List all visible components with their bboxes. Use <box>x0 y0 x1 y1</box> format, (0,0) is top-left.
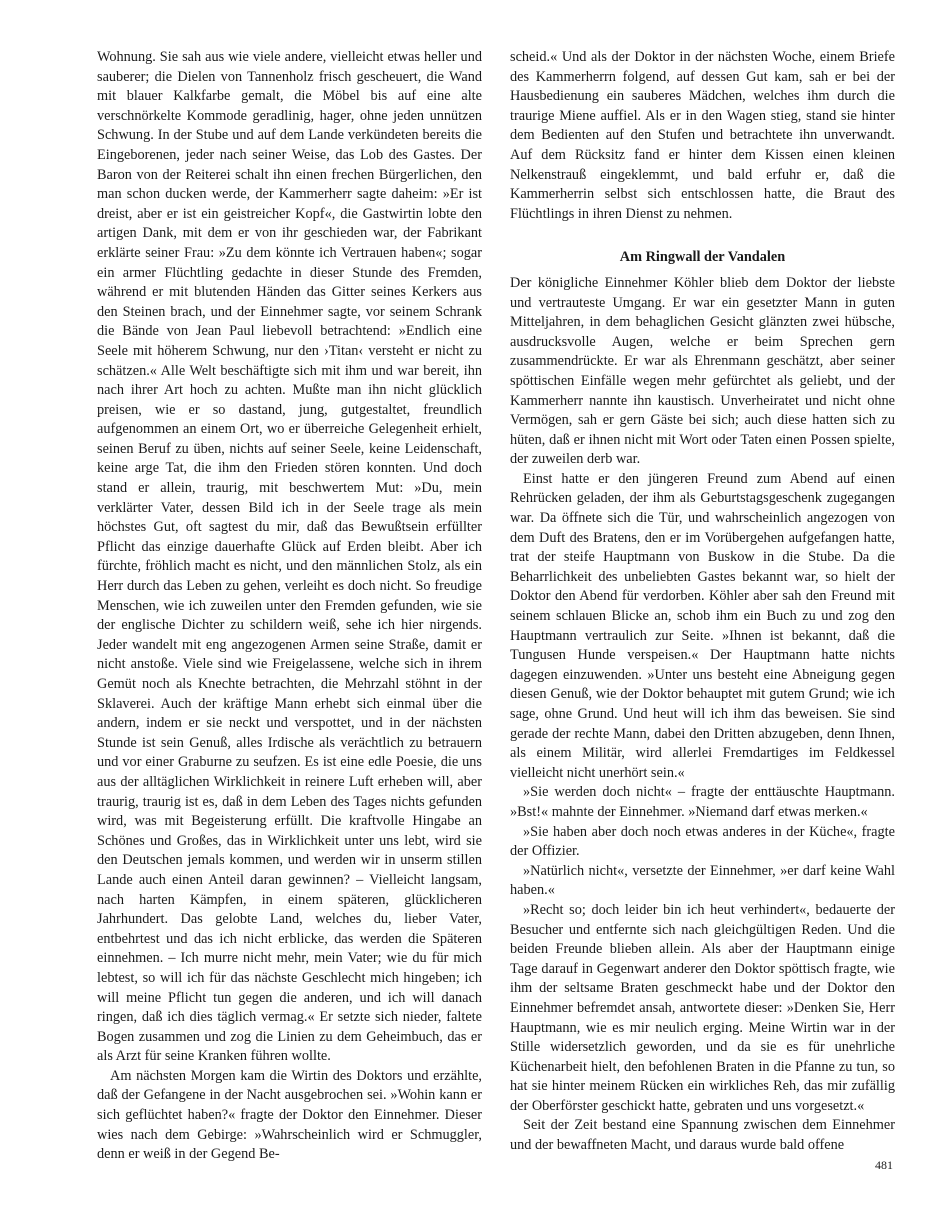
left-column <box>97 48 482 1165</box>
paragraph: »Sie werden doch nicht« – fragte der enttäuschte Hauptmann. »Bst!« mahnte der Einnehmer. »Niemand darf etwas merken.« <box>510 784 895 820</box>
page-number: 481 <box>875 1158 893 1172</box>
right-column <box>510 48 895 1156</box>
paragraph: »Sie haben aber doch noch etwas anderes in der Küche«, fragte der Offizier. <box>510 823 895 860</box>
paragraph: Wohnung. Sie sah aus wie viele andere, vielleicht etwas heller und sauberer; die Dielen von Tannenholz frisch gescheuert, die Wand mit blauer Kalkfarbe gemalt, die Möbel bis auf eine alte verschnörkelte Kommode geradlinig, hager, ohne jeden unnützen Schwung. In der Stube und auf dem Lande verkündeten bereits die Eingeborenen, jeder nach seiner Weise, das Lob des Gastes. Der Baron von der Reiterei schalt ihn einen frechen Bürgerlichen, den man schon ducken werde, der Kammerherr sagte daheim: »Er ist dreist, aber er ist ein geistreicher Kopf«, die Gastwirtin lobte den artigen Dank, mit dem er von ihr geschieden war, der Fabrikant erklärte seiner Frau: »Zu dem könnte ich Vertrauen haben«; sogar ein armer Flüchtling gedachte in dieser Stunde des Fremden, während er mit blutenden Händen das Gitter seines Kerkers aus den Steinen brach, und der Einnehmer sagte, vor seinem Schrank die Bände von Jean Paul liebevoll betrachtend: »Endlich eine Seele mit höherem Schwung, nur den ›Titan‹ versteht er nicht zu schätzen.« Alle Welt beschäftigte sich mit ihm und war bereit, ihn nach ihrer Art hoch zu achten. Mußte man ihn nicht glücklich preisen, wie er so dastand, jung, gutgestaltet, freundlich aufgenommen an einem Ort, wo er überreiche Gelegenheit erhielt, seinen Beruf zu üben, nichts auf seiner Seele, keine Leidenschaft, keine arge Tat, die ihm den Frieden stören konnten. Und doch stand er allein, traurig, mit beschwertem Mut: »Du, mein verklärter Vater, dessen Bild ich in der Seele trage als mein höchstes Gut, oft sagtest du mir, daß das Bewußtsein erfüllter Pflicht das einzige dauerhafte Glück auf Erden bleibt. Aber ich fürchte, fröhlich macht es nicht, und den männlichen Stolz, als ein Herr durch das Leben zu gehen, verleiht es doch nicht. So freudige Menschen, wie ich zuweilen unter den Fremden gefunden, wie sie der englische Dichter zu schildern weiß, sehe ich hier nirgends. Jeder wandelt mit eng angezogenen Armen seine Straße, damit er nicht anstoße. Viele sind wie Freigelassene, welche sich in ihrem Gemüt noch als Knechte betrachten, die Mehrzahl stöhnt in der Sklaverei. Auch der kräftige Mann erhebt sich einmal über die andern, indem er sie neckt und verspottet, und in der nächsten Stunde ist sein Genuß, alles Irdische als verächtlich zu betrauern und vor einer Graburne zu seufzen. Es ist eine edle Poesie, die uns aus der alltäglichen Wirklichkeit in reinere Luft erheben will, aber traurig, traurig ist es, daß in dem Leben des Tages nichts gefunden wird, was mit Begeisterung erfüllt. Die kraftvolle Hingabe an Schönes und Großes, das in Wirklichkeit unter uns lebt, wird sie den Deutschen jemals kommen, und werden wir in unserm stillen Lande auch einen Anteil daran gewinnen? – Vielleicht langsam, nach harten Kämpfen, in einem späteren, glücklicheren Jahrhundert. Das gelobte Land, welches du, lieber Vater, entbehrtest und das ich nicht erblicke, das werden die Späteren einnehmen. – Ich murre nicht mehr, mein Vater; wie du für mich lebtest, so will ich für das nächste Geschlecht mich hingeben; ich will meine Pflicht tun gegen die anderen, und ich will danach ringen, daß ich dies täglich vermag.« Er setzte sich nieder, faltete Bogen zusammen und zog die Linien zu dem Geheimbuch, das er als Arzt für seine Kranken führen wollte. <box>97 49 482 1065</box>
paragraph: »Recht so; doch leider bin ich heut verhindert«, bedauerte der Besucher und entfernte sich nach gleichgültigen Reden. Und die beiden Freunde blieben allein. Als aber der Hauptmann einige Tage darauf in Gegenwart anderer den Doktor spöttisch fragte, wie ihm der seltsame Braten geschmeckt habe und der Doktor den Einnehmer befremdet ansah, antwortete dieser: »Denken Sie, Herr Hauptmann, wie es mir neulich erging. Meine Wirtin war in der Stille widersetzlich geworden, und da sie es für unehrliche Küchenarbeit hielt, den befohlenen Braten in die Pfanne zu tun, so hat sie hinter meinem Rücken ein wirkliches Reh, das mir zufällig der Oberförster geschickt hatte, gebraten und uns vorgesetzt.« <box>510 901 895 1114</box>
paragraph: scheid.« Und als der Doktor in der nächsten Woche, einem Briefe des Kammerherrn folgend, auf dessen Gut kam, sah er bei der Hausbedienung ein sauberes Mädchen, welches ihm durch die traurige Miene auffiel. Als er in den Wagen stieg, stand sie hinter dem Bedienten auf den Stufen und betrachtete ihn unverwandt. Auf dem Rücksitz fand er hinter dem Kissen einen kleinen Nelkenstrauß eingeklemmt, und bald erfuhr er, daß die Kammerherrin selbst sich entschlossen hatte, die Braut des Flüchtlings in ihren Dienst zu nehmen. <box>510 49 895 222</box>
paragraph: Am nächsten Morgen kam die Wirtin des Doktors und erzählte, daß der Gefangene in der Nacht ausgebrochen sei. »Wohin kann er sich geflüchtet haben?« fragte der Doktor den Einnehmer. Dieser wies nach dem Gebirge: »Wahrscheinlich wird er Schmuggler, denn er weiß in der Gegend Be- <box>97 1067 482 1163</box>
section-heading: Am Ringwall der Vandalen <box>619 249 786 266</box>
paragraph: Der königliche Einnehmer Köhler blieb dem Doktor der liebste und vertrauteste Umgang. Er war ein gesetzter Mann in guten Mitteljahren, in dem behaglichen Gesicht glänzten zwei hübsche, ausdrucksvolle Augen, welche er beim Sprechen gern zusammendrückte. Er war als Ehrenmann geschätzt, aber seiner spöttischen Einfälle wegen mehr gefürchtet als geliebt, und der Kammerherr nannte ihn kaustisch. Unverheiratet und nicht ohne Vermögen, sah er gern Gäste bei sich; auch diese hatten sich zu hüten, daß er ihnen nicht mit Wort oder Taten einen Possen spielte, der zuweilen derb war. <box>510 274 895 468</box>
paragraph: »Natürlich nicht«, versetzte der Einnehmer, »er darf keine Wahl haben.« <box>510 862 895 899</box>
paragraph: Einst hatte er den jüngeren Freund zum Abend auf einen Rehrücken geladen, der ihm als Geburtstagsgeschenk zugegangen war. Da öffnete sich die Tür, und wahrscheinlich angezogen von dem Duft des Bratens, den er im Vorübergehen aufgefangen hatte, trat der steife Hauptmann von Buskow in die Stube. Da die Beharrlichkeit des unbeliebten Gastes bekannt war, so hielt der Doktor den Abend für verdorben. Köhler aber sah den Freund mit seinem schlauen Blicke an, schob ihm ein Buch zu und zog den Hauptmann vertraulich zur Seite. »Ihnen ist bekannt, daß die Tungusen Hunde verspeisen.« Der Hauptmann hatte nichts dagegen einzuwenden. »Unter uns besteht eine Abneigung gegen diesen Genuß, wie der Doktor behauptet mit gutem Grund; wie ich sage, ohne Grund. Und heut will ich ihm das beweisen. Sie sind gerade der rechte Mann, dabei den Dritten abzugeben, denn Ihnen, als einem Militär, wird allerlei Fremdartiges im Feldkessel vielleicht nicht unerhört sein.« <box>510 470 895 781</box>
paragraph: Seit der Zeit bestand eine Spannung zwischen dem Einnehmer und der bewaffneten Macht, und daraus wurde bald offene <box>510 1117 895 1154</box>
